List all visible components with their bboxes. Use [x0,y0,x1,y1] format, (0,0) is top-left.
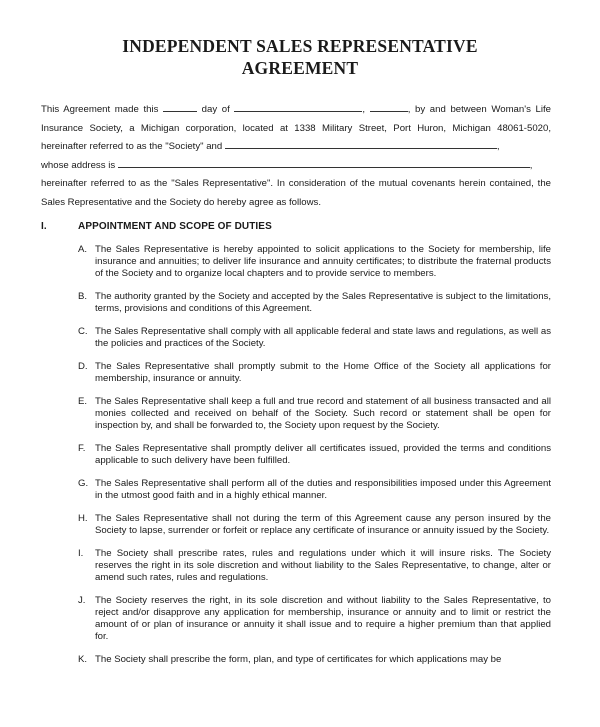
clause-text: The Sales Representative shall comply with all applicable federal and state laws and regulations, as well as the policies and practices of the Society. [95,326,551,349]
clause-item [78,654,551,666]
address-label: whose address is [41,159,116,171]
clause-text: The authority granted by the Society and accepted by the Sales Representative is subject to the limitations, terms, provisions and conditions of this Agreement. [95,291,551,314]
clause-text: The Sales Representative shall promptly submit to the Home Office of the Society all applications for membership, insurance or annuity. [95,361,551,384]
date-year-blank [370,102,408,112]
section-title: APPOINTMENT AND SCOPE OF DUTIES [78,221,272,232]
clause-item [78,595,551,643]
clause-text: The Sales Representative shall keep a full and true record and statement of all business transacted and all monies collected and received on behalf of the Society. Such record or statement shall be open for inspection by, and shall be forwarded to, the Society upon request by the Society. [95,396,551,431]
clause-text: The Sales Representative shall promptly deliver all certificates issued, provided the terms and conditions applicable to such delivery have been fulfilled. [95,443,551,466]
clause-letter: H. [78,513,88,524]
clause-item [78,244,551,280]
clause-text: The Sales Representative shall not during the term of this Agreement cause any person insured by the Society to lapse, surrender or forfeit or replace any certificate of insurance or annuity issued by the Society. [95,513,551,536]
clause-item [78,513,551,537]
title-line-1: INDEPENDENT SALES REPRESENTATIVE [122,36,478,56]
intro-text-7: hereinafter referred to as the "Sales Representative". In consideration of the mutual covenants herein contained, the Sales Representative and the Society do hereby agree as follows. [41,178,551,208]
intro-text-4: , by and between Woman's Life Insurance Society, a Michigan corporation, located at 1338 Military Street, Port Huron, Michigan 48061-5020, hereinafter referred to as the "Society" and [41,104,551,152]
clause-item [78,548,551,584]
clause-list [78,244,551,677]
date-day-blank [163,102,197,112]
clause-letter: D. [78,361,88,372]
clause-letter: I. [78,548,84,559]
clause-item [78,396,551,432]
intro-paragraph [41,101,551,212]
clause-letter: E. [78,396,88,407]
title-line-2: AGREEMENT [241,58,359,78]
clause-text: The Society shall prescribe the form, plan, and type of certificates for which applications may be [95,654,502,665]
clause-letter: B. [78,291,88,302]
clause-letter: G. [78,478,89,489]
document-title [0,35,600,79]
clause-item [78,443,551,467]
intro-text-5: , [496,141,500,152]
clause-letter: A. [78,244,88,255]
intro-text-2: day of [201,104,230,115]
clause-item [78,361,551,385]
intro-text-1: This Agreement made this [41,104,159,115]
address-blank [118,158,530,168]
clause-text: The Society reserves the right, in its sole discretion and without liability to the Sales Representative, to reject and/or disapprove any application for membership, insurance or annuity and to limit or restrict the amount of or plan of insurance or annuity it shall issue and to require a higher premium than that applied for. [95,595,551,642]
representative-name-blank [225,139,497,149]
section-number: I. [41,221,47,232]
clause-letter: K. [78,654,88,665]
clause-item [78,326,551,350]
clause-item [78,291,551,315]
clause-item [78,478,551,502]
clause-text: The Society shall prescribe rates, rules and regulations under which it will insure risks. The Society reserves the right in its sole discretion and without liability to the Sales Representative, to change, alter or amend such rates, rules and regulations. [95,548,551,583]
clause-text: The Sales Representative is hereby appointed to solicit applications to the Society for membership, life insurance and annuities; to deliver life insurance and annuity certificates; to distribute the fraternal products of the Society and to organize local chapters and to provide service to members. [95,244,551,279]
clause-letter: J. [78,595,86,606]
intro-text-6: , [529,159,533,171]
date-month-blank [234,102,362,112]
clause-letter: F. [78,443,86,454]
clause-letter: C. [78,326,88,337]
intro-text-3: , [362,104,366,115]
section-heading [41,221,272,232]
clause-text: The Sales Representative shall perform all of the duties and responsibilities imposed under this Agreement in the utmost good faith and in a highly ethical manner. [95,478,551,501]
